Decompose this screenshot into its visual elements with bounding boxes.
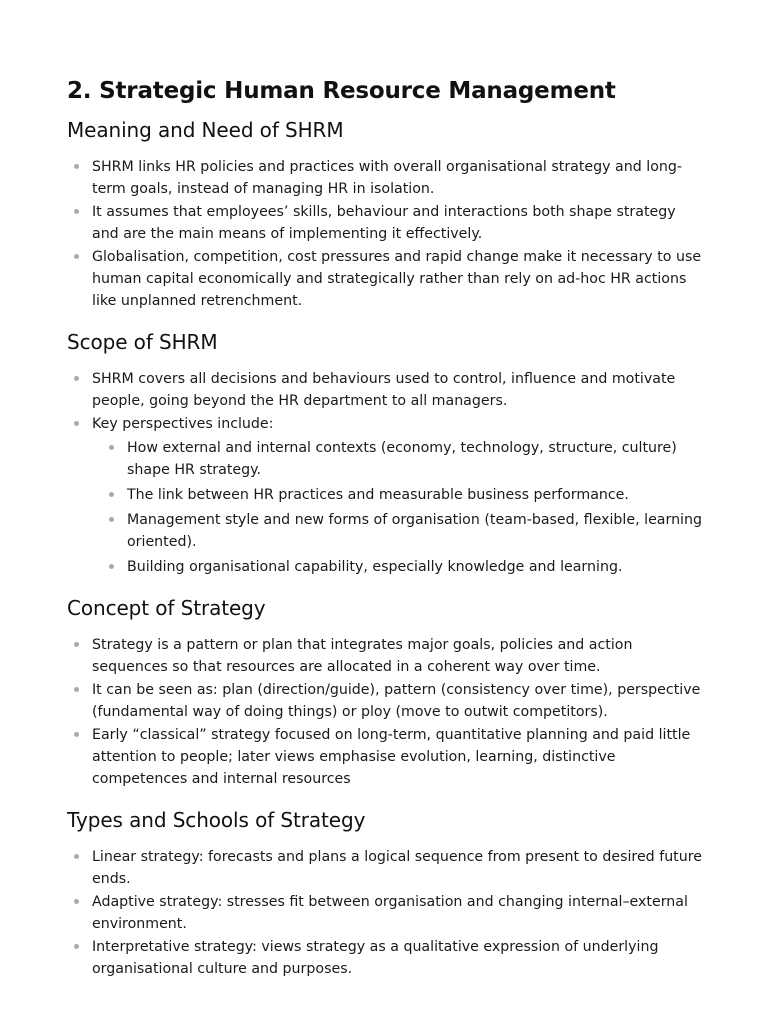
bullet-list [67,368,704,578]
bullet-item-text: Key perspectives include: [92,416,274,432]
bullet-item: It assumes that employees’ skills, behaviour and interactions both shape strategy and are the main means of implementing it effectively. [67,201,704,245]
bullet-item-parent [67,413,704,578]
bullet-item: Interpretative strategy: views strategy as a qualitative expression of underlying organisational culture and purposes. [67,936,704,980]
sub-bullet-item: The link between HR practices and measurable business performance. [102,484,704,506]
section-heading: Scope of SHRM [67,330,218,354]
section-scope [67,330,704,578]
bullet-item: SHRM links HR policies and practices with overall organisational strategy and long-term goals, instead of managing HR in isolation. [67,156,704,200]
bullet-item: SHRM covers all decisions and behaviours used to control, influence and motivate people, going beyond the HR department to all managers. [67,368,704,412]
section-heading: Meaning and Need of SHRM [67,118,344,142]
sub-bullet-item: Building organisational capability, especially knowledge and learning. [102,556,704,578]
sub-bullet-list [92,437,704,578]
bullet-list [67,634,704,790]
section-heading: Concept of Strategy [67,596,266,620]
bullet-item: Globalisation, competition, cost pressures and rapid change make it necessary to use human capital economically and strategically rather than rely on ad-hoc HR actions like unplanned retrenchment. [67,246,704,312]
bullet-item: Strategy is a pattern or plan that integrates major goals, policies and action sequences so that resources are allocated in a coherent way over time. [67,634,704,678]
bullet-item: Adaptive strategy: stresses fit between organisation and changing internal–external environment. [67,891,704,935]
section-types-schools [67,808,704,980]
section-concept-strategy [67,596,704,790]
sub-bullet-item: Management style and new forms of organisation (team-based, flexible, learning oriented). [102,509,704,553]
bullet-item: Linear strategy: forecasts and plans a logical sequence from present to desired future ends. [67,846,704,890]
sub-bullet-item: How external and internal contexts (economy, technology, structure, culture) shape HR strategy. [102,437,704,481]
section-meaning-need [67,118,704,312]
bullet-list [67,156,704,312]
section-heading: Types and Schools of Strategy [67,808,366,832]
bullet-item: Early “classical” strategy focused on long-term, quantitative planning and paid little attention to people; later views emphasise evolution, learning, distinctive competences and internal resources [67,724,704,790]
page-title: 2. Strategic Human Resource Management [67,78,616,104]
bullet-item: It can be seen as: plan (direction/guide), pattern (consistency over time), perspective (fundamental way of doing things) or ploy (move to outwit competitors). [67,679,704,723]
bullet-list [67,846,704,980]
